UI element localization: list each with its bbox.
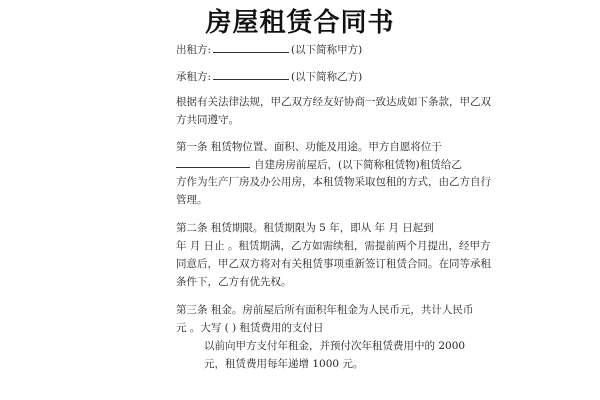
lessor-note: (以下简称甲方): [291, 44, 363, 56]
article3-line-3: 以前向甲方支付年租金，并预付次年租赁费用中的 2000: [204, 340, 466, 352]
article1-line-2-text: 自建房房前屋后，(以下简称租赁物)租赁给乙: [254, 159, 462, 171]
lessee-name-blank: [213, 69, 289, 80]
preamble-line-2: 方共同遵守。: [176, 114, 239, 126]
article3-line-1: 第三条 租金。房前屋后所有面积年租金为人民币元，共计人民币: [176, 304, 474, 316]
lessee-note: (以下简称乙方): [291, 71, 363, 83]
lessor-label: 出租方:: [176, 44, 212, 56]
article1-line-1: 第一条 租赁物位置、面积、功能及用途。甲方自愿将位于: [176, 141, 442, 153]
article3-line-2: 元 。大写 ( ) 租赁费用的支付日: [176, 322, 324, 334]
lessor-name-blank: [213, 42, 289, 53]
article1-line-3: 方作为生产厂房及办公用房，本租赁物采取包租的方式，由乙方自行: [176, 176, 491, 188]
location-blank: [176, 157, 250, 168]
lessee-label: 承租方:: [176, 71, 212, 83]
document-title: 房屋租赁合同书: [205, 8, 395, 38]
article3-line-4: 元，租赁费用每年递增 1000 元。: [204, 358, 364, 370]
lessor-line: [176, 42, 362, 57]
article2-line-3: 同意后，甲乙双方将对有关租赁事项重新签订租赁合同。在同等承租: [176, 258, 491, 270]
preamble-line-1: 根据有关法律法规，甲乙双方经友好协商一致达成如下条款，甲乙双: [176, 96, 491, 108]
article2-line-2: 年 月 日止 。租赁期满，乙方如需续租，需提前两个月提出，经甲方: [176, 240, 491, 252]
article1-line-4: 管理。: [176, 194, 208, 206]
article2-line-1: 第二条 租赁期限。租赁期限为 5 年，即从 年 月 日起到: [176, 222, 434, 234]
article1-line-2: [176, 157, 462, 172]
article2-line-4: 条件下，乙方有优先权。: [176, 276, 292, 288]
lessee-line: [176, 69, 362, 84]
